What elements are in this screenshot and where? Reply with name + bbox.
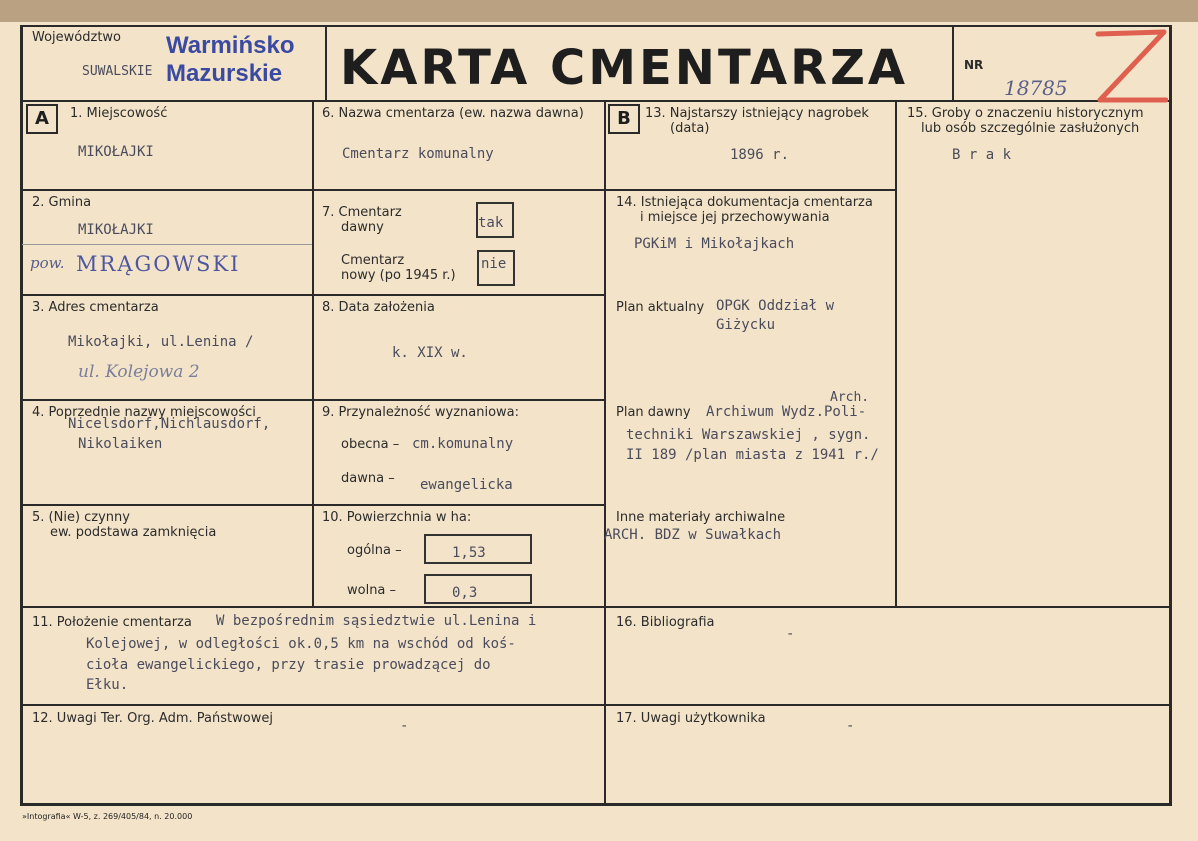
field-8-value: k. XIX w. (392, 345, 468, 361)
field-11-line-2: Kolejowej, w odległości ok.0,5 km na wschód od koś- (86, 636, 516, 652)
field-15-label-2: lub osób szczególnie zasłużonych (921, 121, 1140, 136)
field-2-value: MIKOŁAJKI (78, 222, 154, 238)
frame-bottom (20, 803, 1172, 806)
nr-value: 18785 (1004, 76, 1068, 100)
field-5-label-2: ew. podstawa zamknięcia (50, 525, 217, 540)
inne-materialy-label: Inne materiały archiwalne (616, 510, 786, 525)
field-12-value: - (400, 718, 409, 734)
row-line-c1-1 (20, 189, 314, 191)
field-13-label: 13. Najstarszy istniejący nagrobek (645, 106, 869, 121)
wojewodztwo-typed-value: SUWALSKIE (82, 64, 153, 79)
nr-label: NR (964, 58, 984, 72)
wojewodztwo-label: Województwo (32, 30, 122, 45)
header-divider-2 (952, 25, 954, 102)
field-10-ogolna-label: ogólna – (347, 543, 402, 558)
frame-right (1169, 25, 1172, 806)
field-11-line-1: W bezpośrednim sąsiedztwie ul.Lenina i (216, 613, 537, 629)
field-14-value: PGKiM i Mikołajkach (634, 236, 795, 252)
field-9-dawna-label: dawna – (341, 471, 395, 486)
field-7-nowy-value: nie (481, 256, 507, 272)
field-7-nowy-label: Cmentarz (341, 253, 405, 268)
field-10-label: 10. Powierzchnia w ha: (322, 510, 472, 525)
plan-aktualny-value-1: OPGK Oddział w (716, 298, 835, 314)
col-divider-3 (895, 100, 897, 608)
field-9-obecna-value: cm.komunalny (412, 436, 514, 452)
field-9-dawna-value: ewangelicka (420, 477, 513, 493)
field-1-label: 1. Miejscowość (70, 106, 168, 121)
field-16-label: 16. Bibliografia (616, 615, 715, 630)
field-3-value: Mikołajki, ul.Lenina / (68, 334, 254, 350)
field-6-value: Cmentarz komunalny (342, 146, 494, 162)
row-line-c1-3 (20, 399, 314, 401)
plan-dawny-value-3: II 189 /plan miasta z 1941 r./ (626, 447, 879, 463)
field-7-label-dawny: dawny (341, 220, 384, 235)
field-16-value: - (786, 626, 795, 642)
field-14-label-2: i miejsce jej przechowywania (640, 210, 830, 225)
field-11-label: 11. Położenie cmentarza (32, 615, 192, 630)
field-15-label: 15. Groby o znaczeniu historycznym (907, 106, 1144, 121)
row-line-c2-4 (312, 504, 606, 506)
field-17-value: - (846, 718, 855, 734)
printer-footer: »Intografia« W-5, z. 269/405/84, n. 20.000 (22, 812, 193, 821)
section-b-badge: B (608, 104, 640, 134)
field-5-label: 5. (Nie) czynny (32, 510, 130, 525)
wolna-value-box (424, 574, 532, 604)
page-title: KARTA CMENTARZA (340, 40, 909, 96)
field-4-label: 4. Poprzednie nazwy miejscowości (32, 405, 256, 420)
row-line-c2-2 (312, 294, 606, 296)
field-3-value-handwritten: ul. Kolejowa 2 (78, 362, 200, 382)
field-10-wolna-label: wolna – (347, 583, 397, 598)
field-10-ogolna-value: 1,53 (452, 545, 486, 561)
field-4-value-line-1: Nicelsdorf,Nichlausdorf, (68, 416, 271, 432)
field-10-wolna-value: 0,3 (452, 585, 478, 601)
inne-materialy-value: ARCH. BDZ w Suwałkach (604, 527, 782, 543)
field-11-line-4: Ełku. (86, 677, 129, 693)
field-2-label: 2. Gmina (32, 195, 92, 210)
field-14-label: 14. Istniejąca dokumentacja cmentarza (616, 195, 873, 210)
field-6-label: 6. Nazwa cmentarza (ew. nazwa dawna) (322, 106, 584, 121)
field-4-value-line-2: Nikolaiken (78, 436, 163, 452)
voivodeship-stamp (166, 32, 294, 88)
top-tape-strip (0, 0, 1198, 23)
field-17-label: 17. Uwagi użytkownika (616, 711, 766, 726)
row-line-bottom-2 (20, 704, 1172, 706)
field-13-value: 1896 r. (730, 147, 790, 163)
field-7-dawny-value: tak (478, 215, 504, 231)
row-line-c2-3 (312, 399, 606, 401)
stamp-line-1: Warmińsko (166, 32, 295, 59)
frame-top (20, 25, 1172, 27)
field-8-label: 8. Data założenia (322, 300, 435, 315)
row-line-c2-1 (312, 189, 606, 191)
plan-dawny-label: Plan dawny (616, 405, 691, 420)
field-7-nowy-label-2: nowy (po 1945 r.) (341, 268, 456, 283)
plan-dawny-value-0: Arch. (830, 390, 870, 405)
red-z-mark (1092, 28, 1168, 104)
pow-value-handwritten: MRĄGOWSKI (76, 252, 241, 276)
header-divider-1 (325, 25, 327, 102)
plan-dawny-value-1: Archiwum Wydz.Poli- (706, 404, 867, 420)
field-12-label: 12. Uwagi Ter. Org. Adm. Państwowej (32, 711, 273, 726)
section-a-badge: A (26, 104, 58, 134)
row-line-c1-4 (20, 504, 314, 506)
field-7-label: 7. Cmentarz (322, 205, 402, 220)
field-11-line-3: cioła ewangelickiego, przy trasie prowadzącej do (86, 657, 491, 673)
row-line-bottom-1 (20, 606, 1172, 608)
field-13-label-2: (data) (670, 121, 710, 136)
stamp-line-2: Mazurskie (166, 60, 283, 87)
col-divider-2 (604, 100, 606, 805)
field-9-obecna-label: obecna – (341, 437, 400, 452)
row-line-c3-1 (604, 189, 897, 191)
field-9-label: 9. Przynależność wyznaniowa: (322, 405, 520, 420)
plan-dawny-value-2: techniki Warszawskiej , sygn. (626, 427, 871, 443)
col-divider-1 (312, 100, 314, 608)
field-15-value: B r a k (952, 147, 1012, 163)
plan-aktualny-label: Plan aktualny (616, 300, 705, 315)
frame-left (20, 25, 23, 806)
pow-label-handwritten: pow. (30, 254, 65, 272)
gmina-underline (22, 244, 312, 245)
row-line-c1-2 (20, 294, 314, 296)
header-bottom-line (20, 100, 1172, 102)
field-1-value: MIKOŁAJKI (78, 144, 154, 160)
field-3-label: 3. Adres cmentarza (32, 300, 159, 315)
plan-aktualny-value-2: Giżycku (716, 317, 776, 333)
